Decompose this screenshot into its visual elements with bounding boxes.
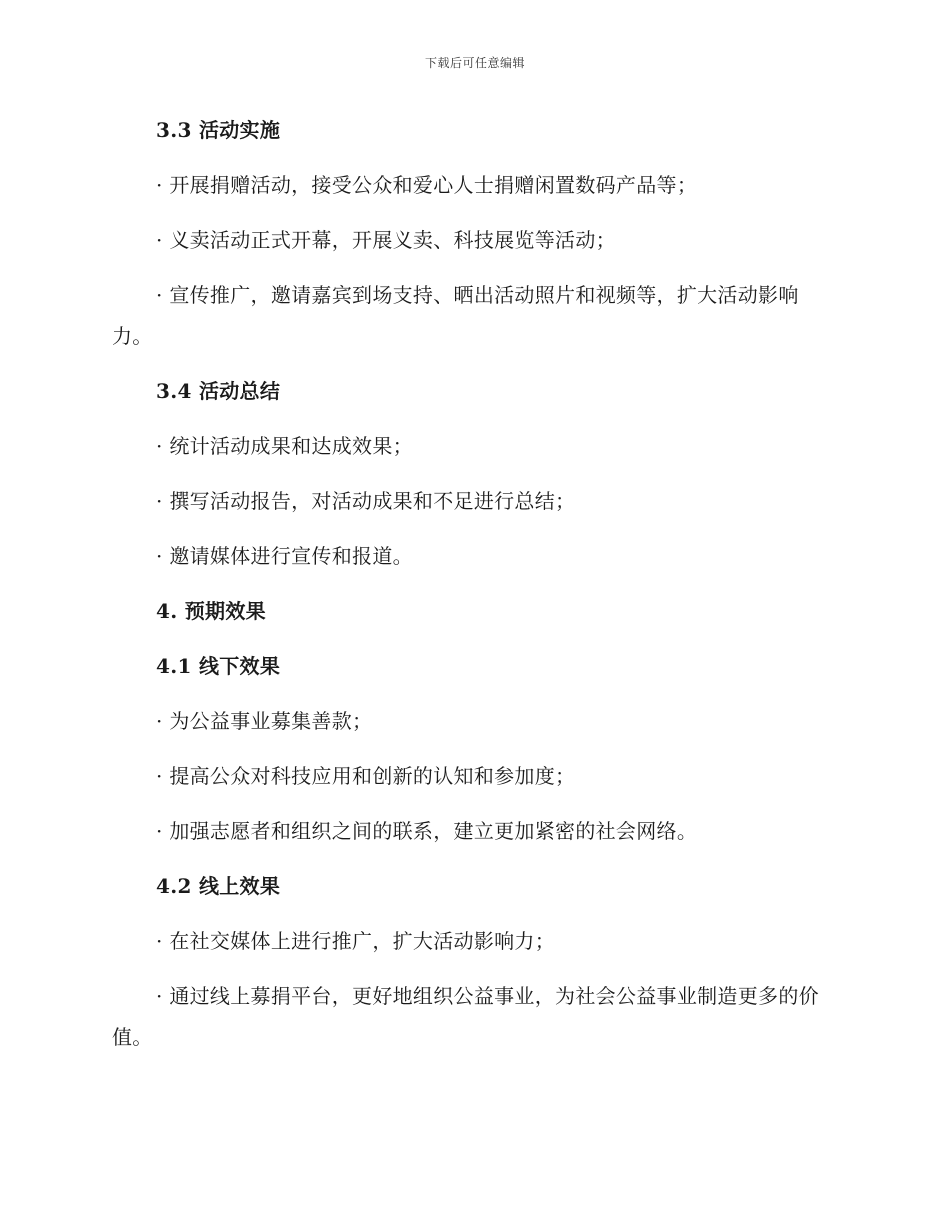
bullet-paragraph: · 开展捐赠活动，接受公众和爱心人士捐赠闲置数码产品等； <box>156 173 698 197</box>
bullet-paragraph: · 宣传推广，邀请嘉宾到场支持、晒出活动照片和视频等，扩大活动影响力。 <box>112 283 799 348</box>
section-heading-3-4: 3.4 活动总结 <box>156 379 281 403</box>
bullet-paragraph: · 加强志愿者和组织之间的联系，建立更加紧密的社会网络。 <box>156 819 698 843</box>
bullet-paragraph: · 义卖活动正式开幕，开展义卖、科技展览等活动； <box>156 228 616 252</box>
section-heading-4-2: 4.2 线上效果 <box>156 874 281 898</box>
document-body <box>112 110 824 1072</box>
bullet-paragraph: · 邀请媒体进行宣传和报道。 <box>156 544 413 568</box>
bullet-paragraph: · 在社交媒体上进行推广，扩大活动影响力； <box>156 929 556 953</box>
section-heading-4-1: 4.1 线下效果 <box>156 654 281 678</box>
section-heading-3-3: 3.3 活动实施 <box>156 118 281 142</box>
section-heading-4: 4. 预期效果 <box>156 599 266 623</box>
header-note: 下载后可任意编辑 <box>424 56 525 70</box>
bullet-paragraph: · 统计活动成果和达成效果； <box>156 434 413 458</box>
bullet-paragraph: · 通过线上募捐平台，更好地组织公益事业，为社会公益事业制造更多的价值。 <box>112 984 819 1049</box>
bullet-paragraph: · 提高公众对科技应用和创新的认知和参加度； <box>156 764 576 788</box>
bullet-paragraph: · 为公益事业募集善款； <box>156 709 373 733</box>
bullet-paragraph: · 撰写活动报告，对活动成果和不足进行总结； <box>156 489 576 513</box>
